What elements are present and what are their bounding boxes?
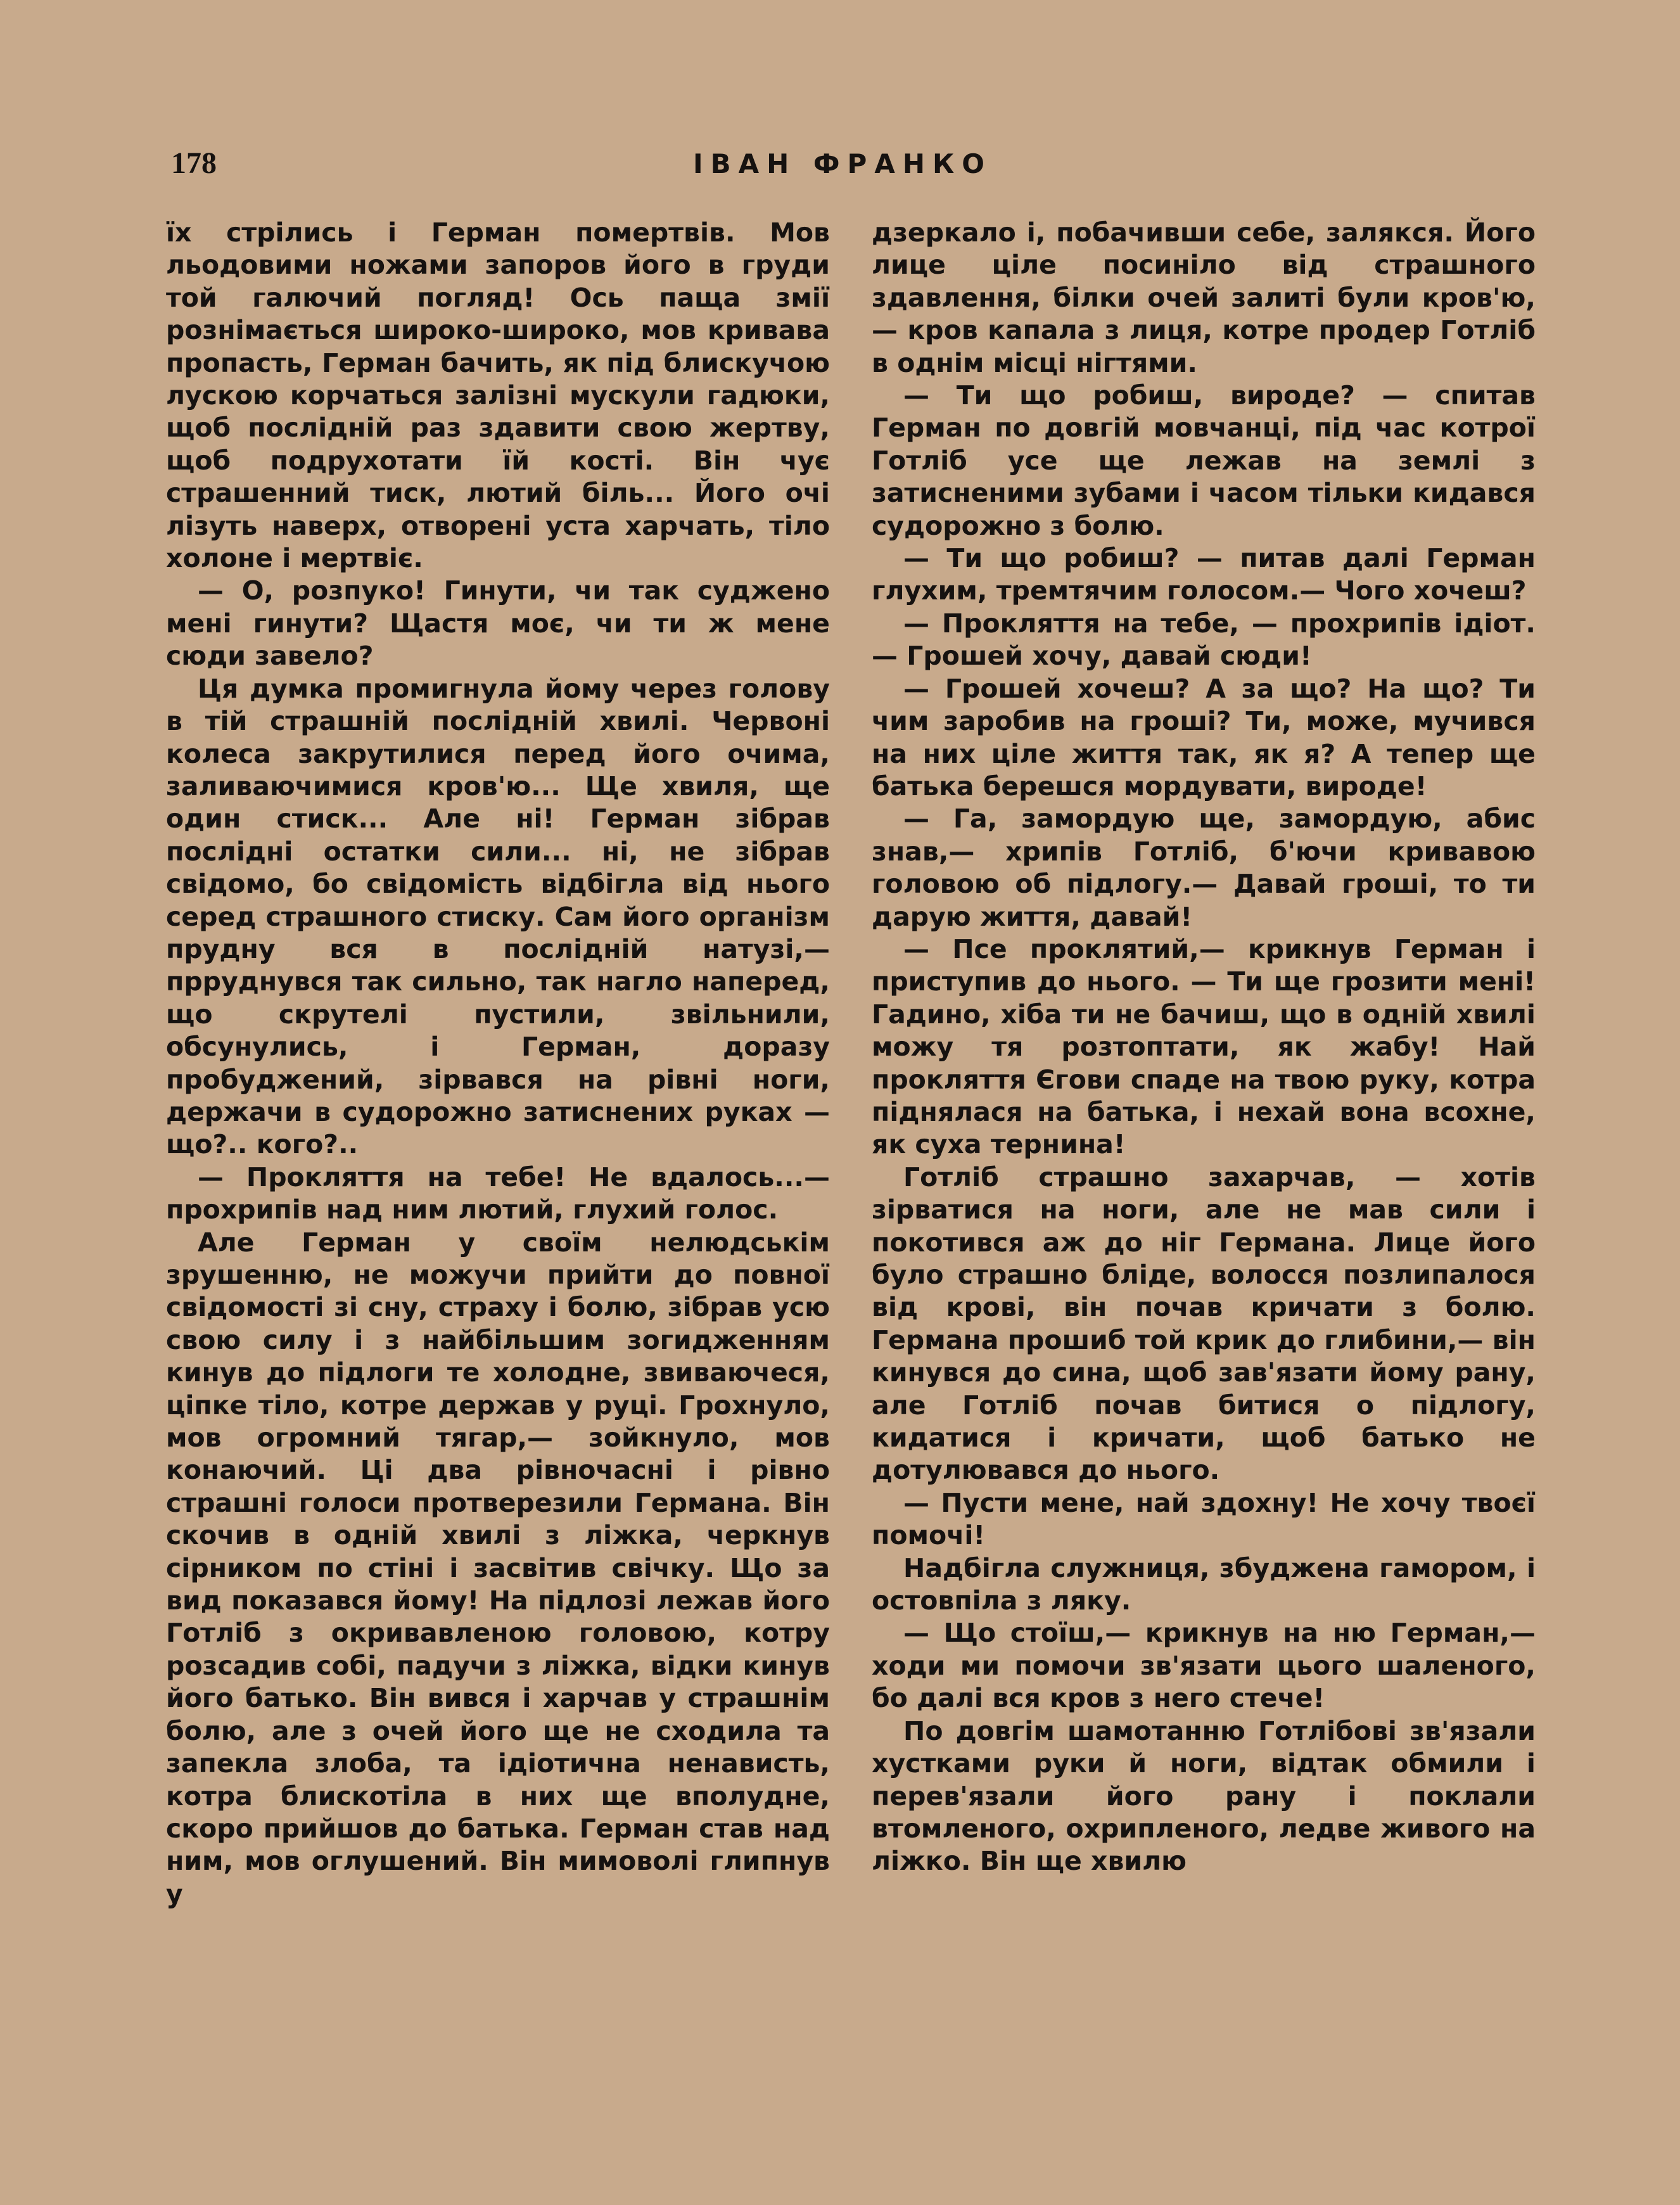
paragraph: дзеркало і, побачивши себе, залякся. Його лице ціле посиніло від страшного здавлення, білки очей залиті були кров'ю,— кров капала з лиця, котре продер Готліб в однім місці нігтями. bbox=[872, 217, 1536, 378]
paragraph: — О, розпуко! Гинути, чи так суджено мені гинути? Щастя моє, чи ти ж мене сюди завело? bbox=[166, 575, 830, 672]
paragraph: їх стрілись і Герман помертвів. Мов льодовими ножами запоров його в груди той галючий погляд! Ось паща змії рознімається широко-широко, мов кривава пропасть, Герман бачить, як під блискучою лускою корчаться залізні мускули гадюки, щоб послідній раз здавити свою жертву, щоб подрухотати їй кості. Він чує страшенний тиск, лютий біль... Його очі лізуть наверх, отворені уста харчать, тіло холоне і мертвіє. bbox=[166, 217, 830, 574]
paragraph: Надбігла служниця, збуджена гамором, і остовпіла з ляку. bbox=[872, 1552, 1536, 1616]
page-number: 178 bbox=[171, 146, 217, 180]
left-text-column bbox=[166, 217, 830, 1910]
paragraph: — Що стоїш,— крикнув на ню Герман,— ходи ми помочи зв'язати цього шаленого, бо далі вся кров з него стече! bbox=[872, 1618, 1536, 1714]
paragraph: — Псе проклятий,— крикнув Герман і приступив до нього. — Ти ще грозити мені! Гадино, хіба ти не бачиш, що в одній хвилі можу тя розтоптати, як жабу! Най прокляття Єгови спаде на твою руку, котра піднялася на батька, і нехай вона всохне, як суха тернина! bbox=[872, 933, 1536, 1160]
paragraph: — Прокляття на тебе, — прохрипів ідіот.— Грошей хочу, давай сюди! bbox=[872, 608, 1536, 672]
paragraph: — Пусти мене, най здохну! Не хочу твоєї помочі! bbox=[872, 1487, 1536, 1551]
paragraph: — Га, замордую ще, замордую, абис знав,— хрипів Готліб, б'ючи кривавою головою об підлогу.— Давай гроші, то ти дарую життя, давай! bbox=[872, 803, 1536, 932]
paragraph: — Ти що робиш, вироде? — спитав Герман по довгій мовчанці, під час котрої Готліб усе ще лежав на землі з затисненими зубами і часом тільки кидався судорожно з болю. bbox=[872, 380, 1536, 541]
running-title: ІВАН ФРАНКО bbox=[692, 148, 993, 179]
paragraph: Але Герман у своїм нелюдськім зрушенню, не можучи прийти до повної свідомості зі сну, страху і болю, зібрав усю свою силу і з найбільшим зогидженням кинув до підлоги те холодне, звиваючеся, ціпке тіло, котре держав у руці. Грохнуло, мов огромний тягар,— зойкнуло, мов конаючий. Ці два рівночасні і рівно страшні голоси протверезили Германа. Він скочив в одній хвилі з ліжка, черкнув сірником по стіні і засвітив свічку. Що за вид показався йому! На підлозі лежав його Готліб з окривавленою головою, котру розсадив собі, падучи з ліжка, відки кинув його батько. Він вився і харчав у страшнім болю, але з очей його ще не сходила та запекла злоба, та ідіотична ненависть, котра блискотіла в них ще вполудне, скоро прийшов до батька. Герман став над ним, мов оглушений. Він мимоволі глипнув у bbox=[166, 1227, 830, 1909]
paragraph: По довгім шамотанню Готлібові зв'язали хустками руки й ноги, відтак обмили і перев'язали його рану і поклали втомленого, охрипленого, ледве живого на ліжко. Він ще хвилю bbox=[872, 1715, 1536, 1877]
paragraph: — Ти що робиш? — питав далі Герман глухим, тремтячим голосом.— Чого хочеш? bbox=[872, 543, 1536, 606]
page-header bbox=[171, 146, 1514, 184]
paragraph: Ця думка промигнула йому через голову в тій страшній послідній хвилі. Червоні колеса закрутилися перед його очима, заливаючимися кров'ю... Ще хвиля, ще один стиск... Але ні! Герман зібрав послідні остатки сили... ні, не зібрав свідомо, бо свідомість відбігла від нього серед страшного стиску. Сам його організм прудну вся в послідній натузі,— прруднувся так сильно, так нагло наперед, що скрутелі пустили, звільнили, обсунулись, і Герман, доразу пробуджений, зірвався на рівні ноги, держачи в судорожно затиснених руках — що?.. кого?.. bbox=[166, 673, 830, 1160]
paragraph: — Грошей хочеш? А за що? На що? Ти чим заробив на гроші? Ти, може, мучився на них ціле життя так, як я? А тепер ще батька берешся мордувати, вироде! bbox=[872, 673, 1536, 802]
right-text-column bbox=[872, 217, 1536, 1878]
paragraph: — Прокляття на тебе! Не вдалось...— прохрипів над ним лютий, глухий голос. bbox=[166, 1161, 830, 1225]
paragraph: Готліб страшно захарчав, — хотів зірватися на ноги, але не мав сили і покотився аж до ніг Германа. Лице його було страшно бліде, волосся позлипалося від крові, він почав кричати з болю. Германа прошиб той крик до глибини,— він кинувся до сина, щоб зав'язати йому рану, але Готліб почав битися о підлогу, кидатися і кричати, щоб батько не дотулювався до нього. bbox=[872, 1161, 1536, 1486]
